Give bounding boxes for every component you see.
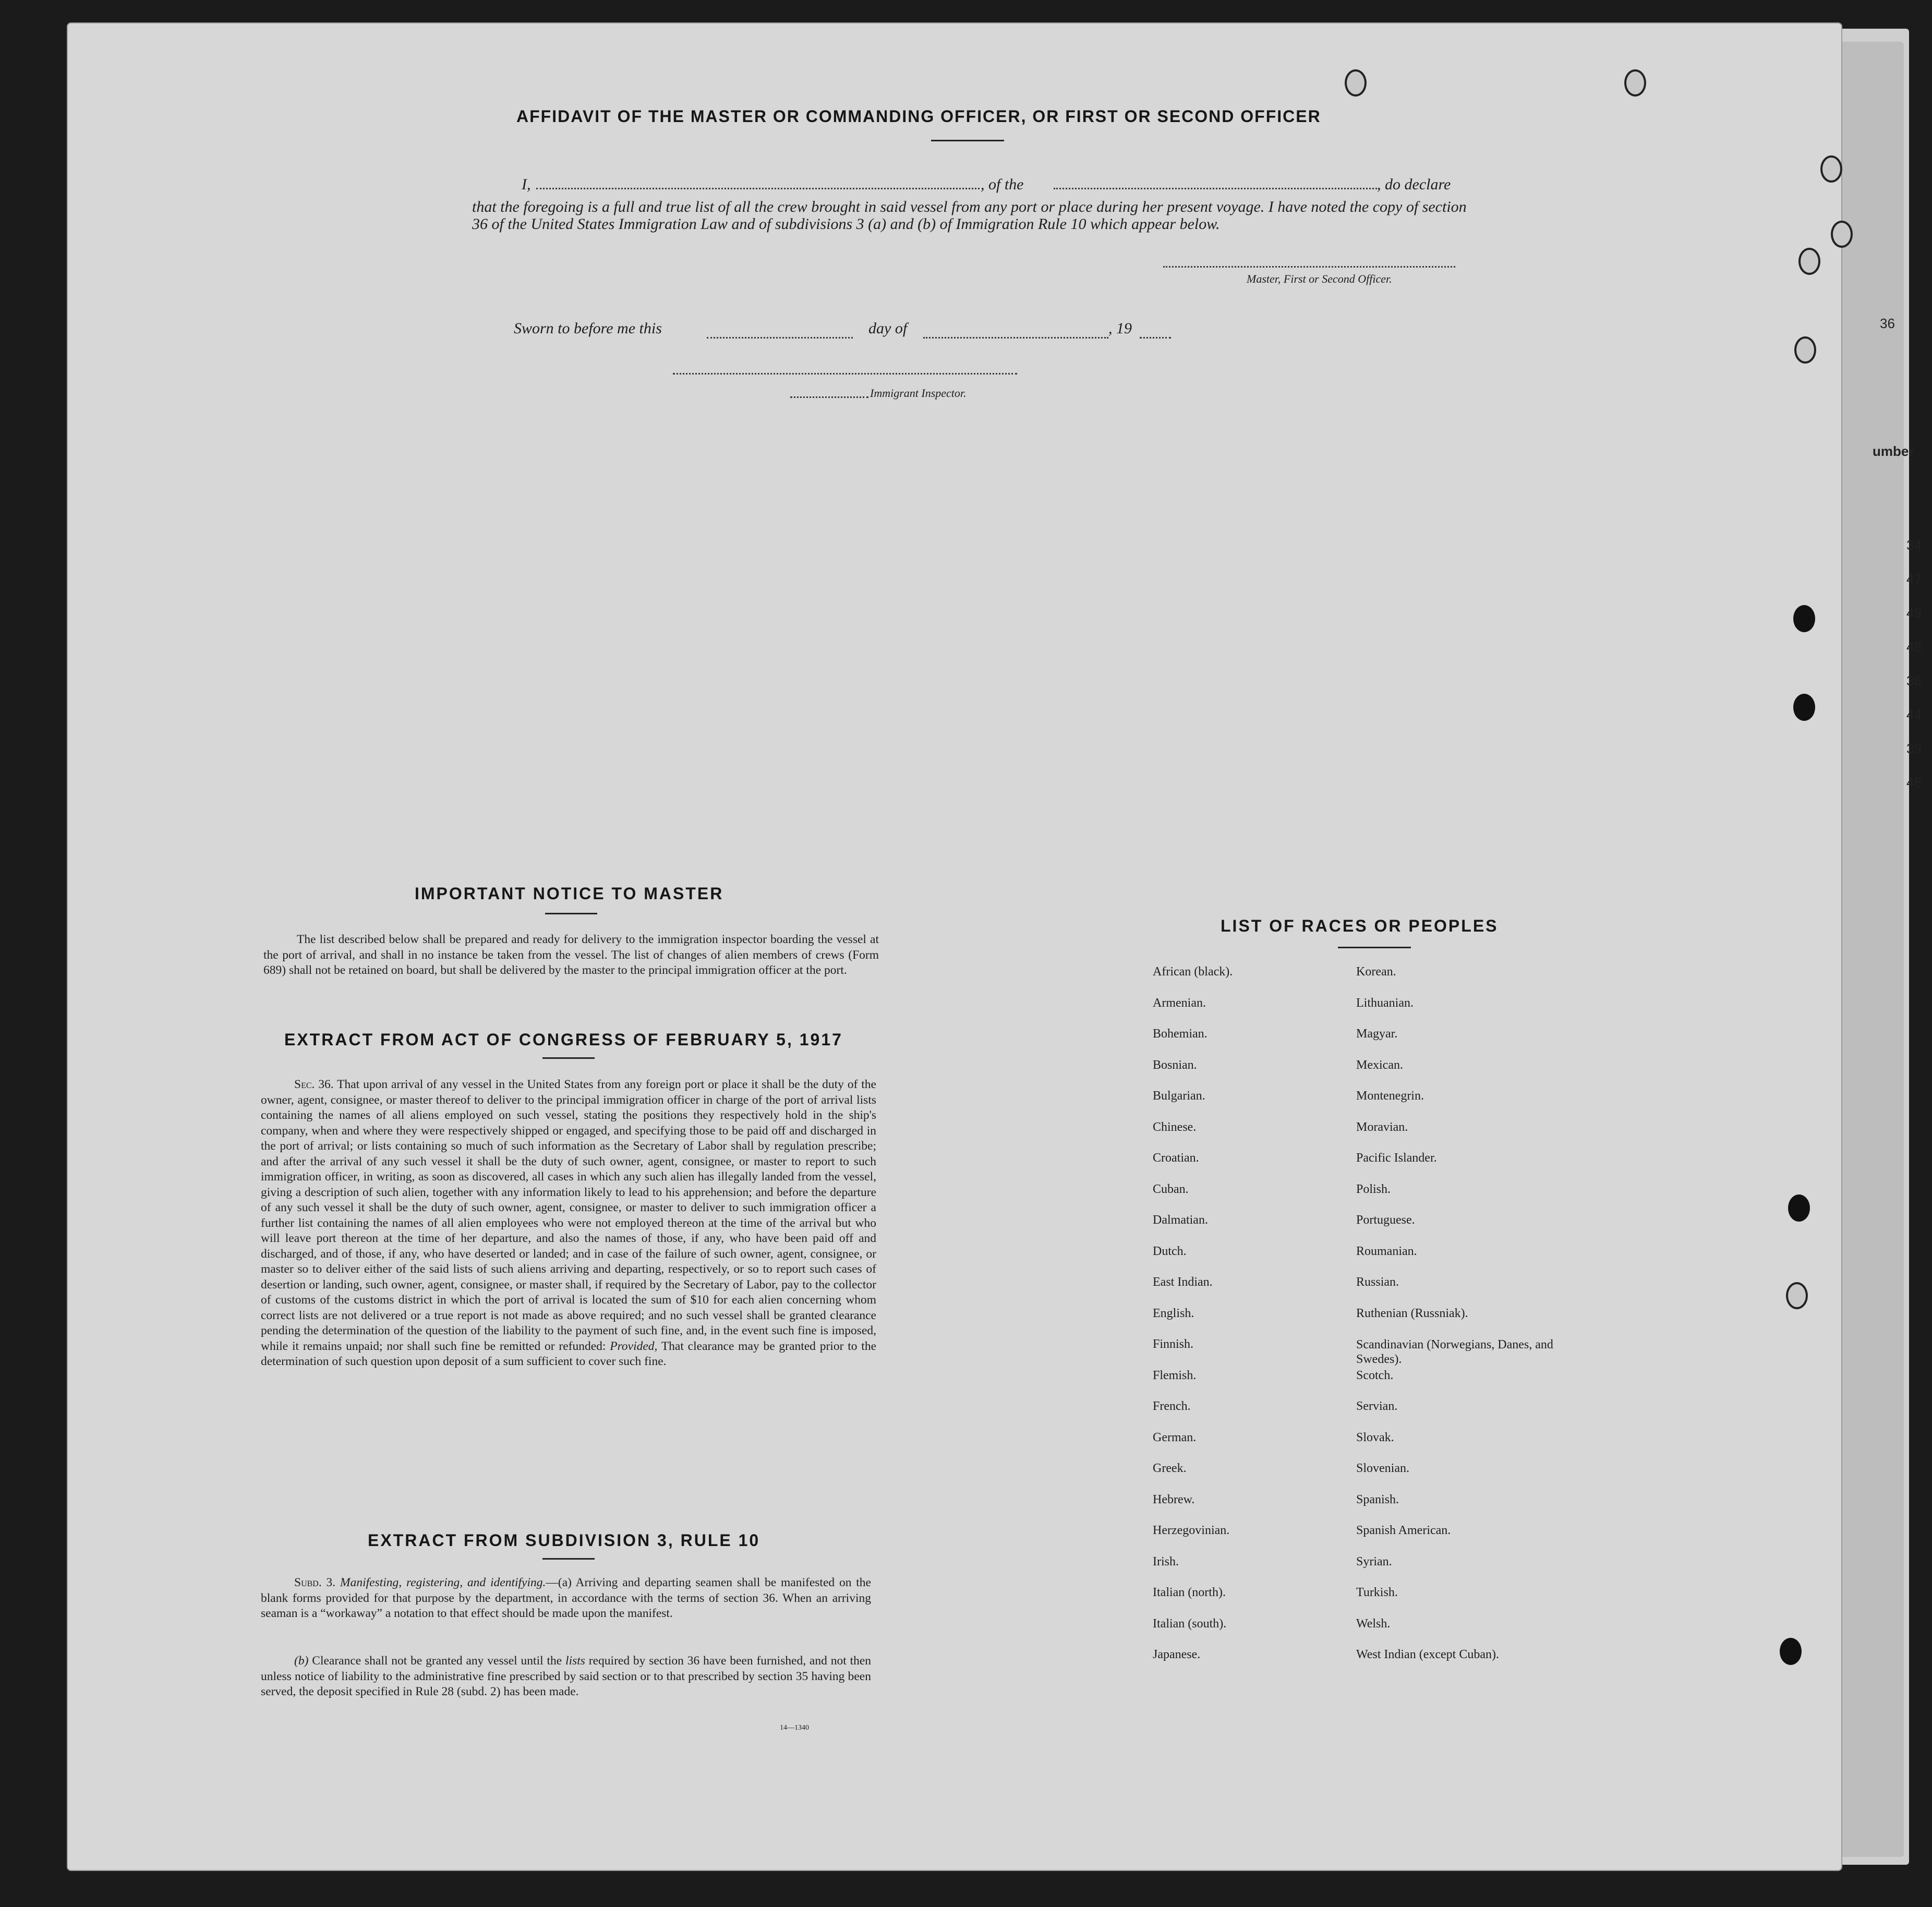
punch-hole xyxy=(1345,69,1367,96)
race-item: Scotch. xyxy=(1356,1368,1394,1382)
punch-hole xyxy=(1780,1638,1802,1665)
sworn-year-field[interactable] xyxy=(1140,337,1171,339)
underlying-number: 39 xyxy=(1906,741,1922,756)
underlying-number-header: umber xyxy=(1873,443,1914,459)
name-field[interactable] xyxy=(536,188,980,189)
provided-label: Provided, xyxy=(610,1339,658,1353)
race-item: West Indian (except Cuban). xyxy=(1356,1648,1499,1661)
notice-body: The list described below shall be prepared and ready for delivery to the immigration inspector boarding the vessel at the port of arrival, and shall in no instance be taken from the vessel. The list of changes of alien members of crews (Form 689) shall not be retained on board, but shall be delivered by the master to the principal immigration officer at the port. xyxy=(263,933,879,977)
race-item: Cuban. xyxy=(1153,1182,1189,1196)
race-item: English. xyxy=(1153,1306,1194,1320)
act-body xyxy=(261,1077,876,1370)
race-item: German. xyxy=(1153,1430,1197,1444)
race-item: Spanish American. xyxy=(1356,1524,1451,1537)
race-item: Dalmatian. xyxy=(1153,1213,1208,1227)
races-title: LIST OF RACES OR PEOPLES xyxy=(1221,916,1499,935)
notice-title: IMPORTANT NOTICE TO MASTER xyxy=(415,884,724,903)
race-item: Moravian. xyxy=(1356,1120,1408,1134)
underlying-number: 48 xyxy=(1906,639,1922,655)
affidavit-do-declare-label: , do declare xyxy=(1377,176,1451,193)
races-right-column xyxy=(1356,965,1554,1679)
punch-hole xyxy=(1794,336,1816,364)
race-item: Pacific Islander. xyxy=(1356,1151,1437,1165)
subd-label: Subd. 3. xyxy=(294,1576,336,1589)
punch-hole xyxy=(1786,1282,1808,1309)
race-item: French. xyxy=(1153,1399,1191,1413)
race-item: Syrian. xyxy=(1356,1554,1392,1568)
inspector-signature-field-1[interactable] xyxy=(673,373,1017,375)
race-item: Slovak. xyxy=(1356,1430,1394,1444)
punch-hole xyxy=(1624,69,1646,96)
punch-hole xyxy=(1793,694,1815,721)
race-item: Russian. xyxy=(1356,1275,1399,1289)
race-item: Italian (north). xyxy=(1153,1586,1226,1599)
rule-underline xyxy=(542,1558,595,1560)
punch-hole xyxy=(1793,605,1815,632)
para-b-lists: lists xyxy=(565,1654,585,1668)
underlying-number: 47 xyxy=(1906,571,1922,587)
race-item: East Indian. xyxy=(1153,1275,1213,1289)
master-caption: Master, First or Second Officer. xyxy=(1247,272,1392,285)
act-body-text: That upon arrival of any vessel in the United States from any foreign port or place it shall be the duty of the owner, agent, consignee, or master thereof to deliver to the principal immigration officer in charge of the port of arrival lists containing the names of all aliens employed on such vessel, stating the positions they respectively hold in the ship's company, when and where they were respectively shipped or engaged, and specifying those to be paid off and discharged in the port of arrival; or lists containing so much of such information as the Secretary of Labor shall by regulation prescribe; and after the arrival of any such vessel it shall be the duty of such owner, agent, consignee, or master to report to such immigration officer, in writing, as soon as discovered, all cases in which any such alien has illegally landed from the vessel, giving a description of such alien, together with any information likely to lead to his apprehension; and before the departure of any such vessel it shall be the duty of such owner, agent, consignee, or master to deliver to such immigration officer a further list containing the names of all alien employees who were not employed thereon at the time of the arrival but who will leave port thereon at the time of her departure, and also the names of those, if any, who have been paid off and discharged, and of those, if any, who have deserted or landed; and in case of the failure of such owner, agent, consignee, or master so to deliver either of the said lists of such aliens arriving and departing, respectively, or so to report such cases of desertion or landing, such owner, agent, consignee, or master shall, if required by the Secretary of Labor, pay to the collector of customs of the customs district in which the port of arrival is located the sum of $10 for each alien concerning whom correct lists are not delivered or a true report is not made as above required; and no such vessel shall be granted clearance pending the determination of the question of the liability to the payment of such fine, and, in the event such fine is imposed, while it remains unpaid; nor shall such fine be remitted or refunded: xyxy=(261,1078,876,1353)
race-item: Korean. xyxy=(1356,965,1396,979)
race-item: Italian (south). xyxy=(1153,1616,1227,1631)
race-item: Turkish. xyxy=(1356,1586,1398,1599)
form-number: 14—1340 xyxy=(780,1724,809,1732)
underlying-number: 49 xyxy=(1906,605,1922,621)
race-item: Mexican. xyxy=(1356,1058,1403,1072)
race-item: Slovenian. xyxy=(1356,1462,1409,1475)
underlying-col-36: 36 xyxy=(1880,316,1895,331)
race-item: Roumanian. xyxy=(1356,1244,1417,1258)
race-item: Finnish. xyxy=(1153,1337,1194,1351)
race-item: Hebrew. xyxy=(1153,1492,1195,1506)
sworn-label: Sworn to before me this xyxy=(514,320,662,337)
race-item: African (black). xyxy=(1153,965,1233,979)
punch-hole xyxy=(1831,221,1853,248)
races-underline xyxy=(1338,947,1411,948)
race-item: Portuguese. xyxy=(1356,1213,1415,1227)
act-underline xyxy=(542,1057,595,1059)
para-a-text: Arriving and departing seamen shall be manifested on the blank forms provided for that purpose by the department, in accordance with the terms of section 36. When an arriving seaman is a “workaway” a notation to that effect should be made upon the manifest. xyxy=(261,1576,871,1620)
race-item: Armenian. xyxy=(1153,996,1206,1010)
underlying-number: 36 xyxy=(1906,673,1922,689)
para-b-label: (b) xyxy=(294,1654,309,1668)
race-item: Welsh. xyxy=(1356,1616,1391,1631)
subd-heading: Manifesting, registering, and identifying. xyxy=(340,1576,546,1589)
race-item: Flemish. xyxy=(1153,1368,1197,1382)
punch-hole xyxy=(1798,248,1820,275)
race-item: Herzegovinian. xyxy=(1153,1524,1230,1537)
year-label: , 19 xyxy=(1108,320,1132,337)
affidavit-body: that the foregoing is a full and true list of all the crew brought in said vessel from any port or place during her present voyage. I have noted the copy of section 36 of the United States Immigration Law and of subdivisions 3 (a) and (b) of Immigration Rule 10 which appear below. xyxy=(472,198,1467,233)
underlying-number: 46 xyxy=(1906,775,1922,790)
race-item: Servian. xyxy=(1356,1399,1398,1413)
punch-hole xyxy=(1820,155,1842,183)
race-item: Montenegrin. xyxy=(1356,1089,1424,1103)
race-item: Bohemian. xyxy=(1153,1027,1208,1041)
race-item: Lithuanian. xyxy=(1356,996,1414,1010)
rule-para-b xyxy=(261,1653,871,1700)
race-item: Polish. xyxy=(1356,1182,1391,1196)
vessel-field[interactable] xyxy=(1054,188,1377,189)
race-item: Bosnian. xyxy=(1153,1058,1197,1072)
race-item: Dutch. xyxy=(1153,1244,1187,1258)
sworn-day-field[interactable] xyxy=(707,337,853,339)
day-of-label: day of xyxy=(868,320,908,337)
notice-underline xyxy=(545,913,597,914)
para-b-text-2: required by section 36 have been furnished, and not then unless notice of liability to the administrative fine prescribed by said section or to that prescribed by section 35 having been served, the deposit specified in Rule 28 (subd. 2) has been made. xyxy=(261,1654,872,1698)
sec-label: Sec. 36. xyxy=(294,1078,334,1091)
punch-hole xyxy=(1788,1194,1810,1222)
inspector-caption: Immigrant Inspector. xyxy=(870,387,967,400)
rule-para-a xyxy=(261,1575,871,1622)
provided-text: That clearance may be granted prior to the determination of such question upon deposit of a sum sufficient to cover such fine. xyxy=(261,1339,876,1368)
race-item: Chinese. xyxy=(1153,1120,1197,1134)
underlying-number: 34 xyxy=(1906,537,1922,553)
race-item: Bulgarian. xyxy=(1153,1089,1205,1103)
affidavit-i-label: I, xyxy=(522,176,531,193)
para-b-text-1: Clearance shall not be granted any vessel until the xyxy=(312,1654,562,1668)
race-item: Croatian. xyxy=(1153,1151,1199,1165)
master-signature-field[interactable] xyxy=(1163,266,1455,268)
race-item: Scandinavian (Norwegians, Danes, and Swedes). xyxy=(1356,1338,1553,1366)
sworn-month-field[interactable] xyxy=(923,337,1108,339)
race-item: Japanese. xyxy=(1153,1648,1201,1661)
race-item: Greek. xyxy=(1153,1462,1187,1475)
races-left-column xyxy=(1153,965,1233,1679)
affidavit-title: AFFIDAVIT OF THE MASTER OR COMMANDING OFFICER, OR FIRST OR SECOND OFFICER xyxy=(516,107,1321,126)
rule-title: EXTRACT FROM SUBDIVISION 3, RULE 10 xyxy=(368,1531,760,1550)
race-item: Irish. xyxy=(1153,1554,1179,1568)
race-item: Spanish. xyxy=(1356,1492,1399,1506)
race-item: Magyar. xyxy=(1356,1027,1398,1041)
affidavit-of-the-label: , of the xyxy=(981,176,1024,193)
act-title: EXTRACT FROM ACT OF CONGRESS OF FEBRUARY 5, 1917 xyxy=(284,1030,843,1049)
inspector-signature-field-2[interactable] xyxy=(790,396,868,398)
title-underline xyxy=(931,140,1004,141)
race-item: Ruthenian (Russniak). xyxy=(1356,1306,1468,1320)
para-a-label: —(a) xyxy=(546,1576,572,1589)
underlying-number: 44 xyxy=(1906,707,1922,722)
